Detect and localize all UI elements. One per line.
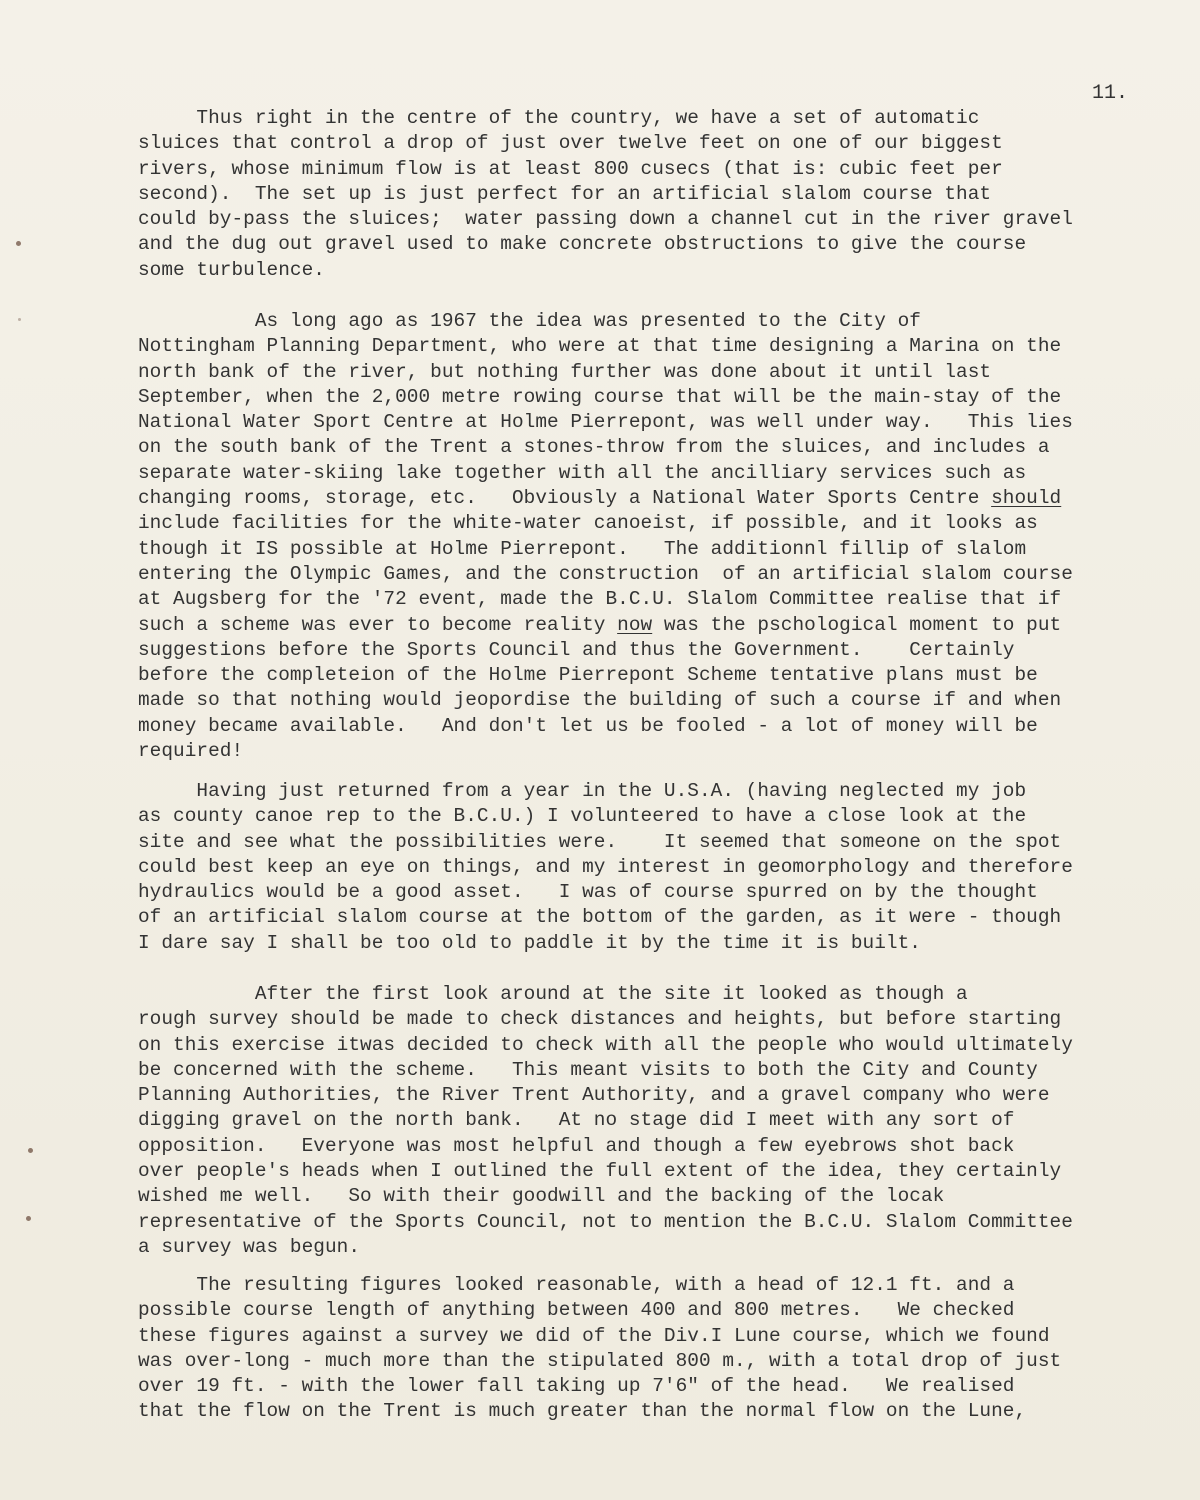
text-line: digging gravel on the north bank. At no stage did I meet with any sort of (138, 1109, 1015, 1132)
text-line: rough survey should be made to check distances and heights, but before starting (138, 1008, 1062, 1031)
text-line: that the flow on the Trent is much greater than the normal flow on the Lune, (138, 1400, 1027, 1423)
text-line: Nottingham Planning Department, who were at that time designing a Marina on the (138, 335, 1062, 358)
paragraph-3 (138, 779, 1073, 956)
text-line: could best keep an eye on things, and my interest in geomorphology and therefore (138, 855, 1073, 878)
text-line: on this exercise itwas decided to check with all the people who would ultimately (138, 1033, 1073, 1056)
text-line: required! (138, 740, 244, 763)
text-line: representative of the Sports Council, not to mention the B.C.U. Slalom Committee (138, 1210, 1073, 1233)
text-line: include facilities for the white-water canoeist, if possible, and it looks as (138, 512, 1038, 535)
paragraph-2 (138, 309, 1073, 764)
text-line: September, when the 2,000 metre rowing course that will be the main-stay of the (138, 385, 1062, 408)
text-line: suggestions before the Sports Council and thus the Government. Certainly (138, 638, 1015, 661)
text-line: rivers, whose minimum flow is at least 800 cusecs (that is: cubic feet per (138, 157, 1003, 180)
text-line: I dare say I shall be too old to paddle it by the time it is built. (138, 931, 921, 954)
text-line: Having just returned from a year in the U.S.A. (having neglected my job (138, 780, 1027, 802)
text-line: some turbulence. (138, 258, 325, 281)
text-line: over people's heads when I outlined the full extent of the idea, they certainly (138, 1160, 1062, 1183)
underlined-word: should (991, 487, 1062, 510)
page-number: 11. (1092, 82, 1129, 105)
text-line: sluices that control a drop of just over twelve feet on one of our biggest (138, 132, 1003, 155)
underlined-word: now (617, 613, 653, 636)
margin-mark (26, 1216, 31, 1221)
text-line: made so that nothing would jeopordise the building of such a course if and when (138, 689, 1062, 712)
text-line: at Augsberg for the '72 event, made the B.C.U. Slalom Committee realise that if (138, 588, 1062, 611)
margin-mark (28, 1148, 33, 1153)
text-line: separate water-skiing lake together with all the ancilliary services such as (138, 461, 1027, 484)
text-line: of an artificial slalom course at the bottom of the garden, as it were - though (138, 906, 1062, 929)
text-line: Thus right in the centre of the country, we have a set of automatic (138, 107, 980, 129)
text-line: hydraulics would be a good asset. I was of course spurred on by the thought (138, 881, 1038, 904)
text-line: opposition. Everyone was most helpful and though a few eyebrows shot back (138, 1134, 1015, 1157)
text-line: wished me well. So with their goodwill and the backing of the locak (138, 1185, 945, 1208)
text-segment: such a scheme was ever to become reality (138, 613, 618, 636)
text-line: these figures against a survey we did of the Div.I Lune course, which we found (138, 1324, 1050, 1347)
text-line: second). The set up is just perfect for an artificial slalom course that (138, 182, 992, 205)
text-line: money became available. And don't let us be fooled - a lot of money will be (138, 714, 1038, 737)
margin-mark (18, 318, 21, 321)
text-line: Planning Authorities, the River Trent Authority, and a gravel company who were (138, 1084, 1050, 1107)
text-line: National Water Sport Centre at Holme Pierrepont, was well under way. This lies (138, 411, 1073, 434)
text-line: on the south bank of the Trent a stones-throw from the sluices, and includes a (138, 436, 1050, 459)
text-line: entering the Olympic Games, and the construction of an artificial slalom course (138, 562, 1073, 585)
text-line: north bank of the river, but nothing further was done about it until last (138, 360, 992, 383)
text-line-with-emphasis (138, 613, 1073, 638)
text-line: site and see what the possibilities were. It seemed that someone on the spot (138, 830, 1062, 853)
text-line: over 19 ft. - with the lower fall taking up 7'6" of the head. We realised (138, 1375, 1015, 1398)
text-line: was over-long - much more than the stipulated 800 m., with a total drop of just (138, 1349, 1062, 1372)
text-line: and the dug out gravel used to make concrete obstructions to give the course (138, 233, 1027, 256)
text-line: As long ago as 1967 the idea was presented to the City of (138, 310, 921, 332)
text-line: though it IS possible at Holme Pierrepont. The additionnl fillip of slalom (138, 537, 1027, 560)
paragraph-4 (138, 982, 1073, 1260)
text-line: be concerned with the scheme. This meant visits to both the City and County (138, 1058, 1038, 1081)
text-line: possible course length of anything between 400 and 800 metres. We checked (138, 1299, 1015, 1322)
text-line-with-emphasis (138, 486, 1073, 511)
text-line: a survey was begun. (138, 1235, 361, 1258)
text-segment: changing rooms, storage, etc. Obviously a National Water Sports Centre (138, 487, 992, 510)
paragraph-5 (138, 1273, 1061, 1425)
margin-mark (16, 241, 21, 246)
text-line: After the first look around at the site it looked as though a (138, 983, 968, 1005)
text-segment: was the pschological moment to put (652, 613, 1062, 636)
text-line: could by-pass the sluices; water passing down a channel cut in the river gravel (138, 208, 1073, 231)
text-line: before the completeion of the Holme Pierrepont Scheme tentative plans must be (138, 664, 1038, 687)
paragraph-1 (138, 106, 1073, 283)
text-line: The resulting figures looked reasonable, with a head of 12.1 ft. and a (138, 1274, 1015, 1296)
text-line: as county canoe rep to the B.C.U.) I volunteered to have a close look at the (138, 805, 1027, 828)
